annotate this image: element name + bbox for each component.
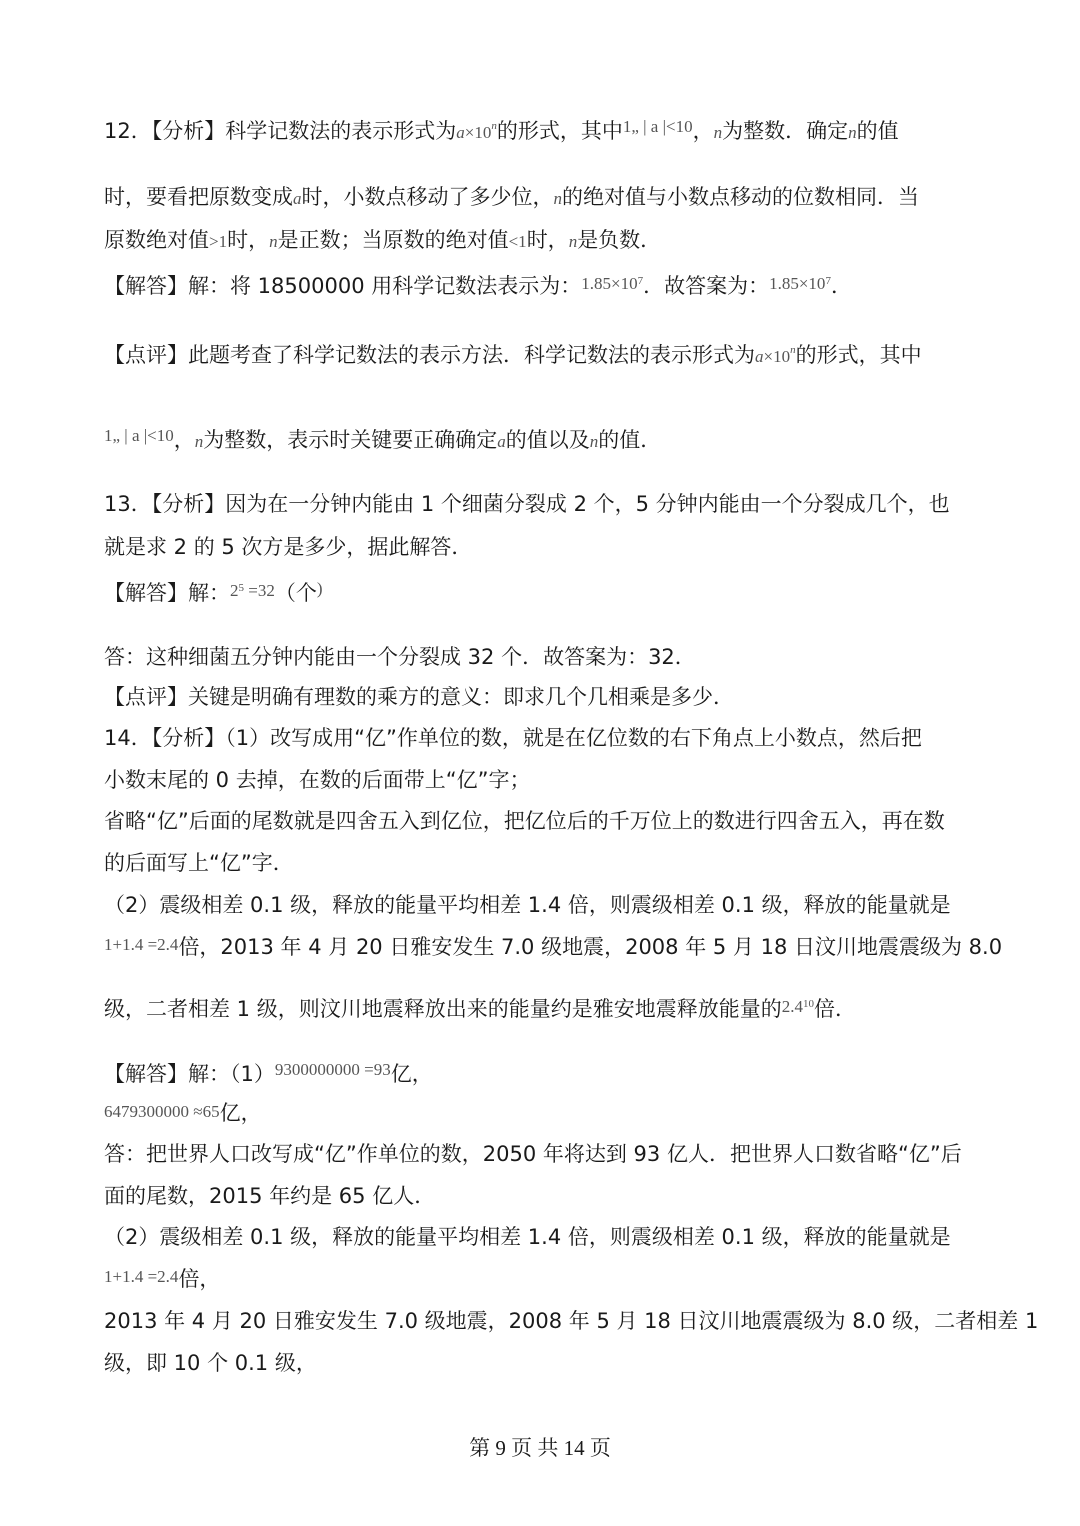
q12-analysis-line-1: 12．【分析】科学记数法的表示形式为$a\times 10^n$的形式，其中$^{1„ | a |<10}$，n为整数．确定n的值 — [104, 117, 899, 143]
page-footer: 第 9 页 共 14 页 — [469, 1436, 611, 1460]
q14-answer-line-2: 面的尾数，2015 年约是 65 亿人． — [104, 1184, 436, 1208]
q12-comment-line-2: $^{1„ | a |<10}$，n为整数，表示时关键要正确确定a的值以及n的值． — [104, 426, 662, 452]
q14-solution-part2-line-4: 级，即 10 个 0.1 级， — [104, 1351, 317, 1375]
q14-solution-part2-line-3: 2013 年 4 月 20 日雅安发生 7.0 级地震，2008 年 5 月 18 日汶川地震震级为 8.0 级，二者相差 1 — [104, 1309, 1039, 1333]
q14-answer-line-1: 答：把世界人口改写成“亿”作单位的数，2050 年将达到 93 亿人．把世界人口数省略“亿”后 — [104, 1142, 962, 1166]
q14-analysis-line-5: （2）震级相差 0.1 级，释放的能量平均相差 1.4 倍，则震级相差 0.1 级，释放的能量就是 — [104, 893, 951, 917]
math-range: 1„ | a |<10 — [622, 117, 693, 136]
math-times-ten: ×10 — [464, 123, 492, 142]
q14-analysis-line-6: 1+1.4 =2.4倍，2013 年 4 月 20 日雅安发生 7.0 级地震，2008 年 5 月 18 日汶川地震震级为 8.0 — [104, 935, 1003, 959]
q12-analysis-line-3: 原数绝对值>1时，n是正数；当原数的绝对值<1时，n是负数． — [104, 228, 662, 252]
q14-analysis-line-7: 级，二者相差 1 级，则汶川地震释放出来的能量约是雅安地震释放能量的$2.4^{10}$倍． — [104, 997, 856, 1021]
q14-solution-part2-line-1: （2）震级相差 0.1 级，释放的能量平均相差 1.4 倍，则震级相差 0.1 级，释放的能量就是 — [104, 1225, 951, 1249]
q13-analysis-line-2: 就是求 2 的 5 次方是多少，据此解答． — [104, 535, 473, 559]
q14-solution-line-1: 【解答】解：$(1)^{9300000000 =93}$亿， — [104, 1060, 433, 1086]
q12-analysis-line-2: 时，要看把原数变成a时，小数点移动了多少位，n的绝对值与小数点移动的位数相同．当 — [104, 185, 919, 209]
q14-solution-line-2: 6479300000 ≈65亿， — [104, 1101, 262, 1125]
q12-solution: 【解答】解：将 18500000 用科学记数法表示为：$1.85\times 10^7$．故答案为：$1.85\times 10^7$． — [104, 274, 852, 298]
q14-analysis-line-1: 14．【分析】（1）改写成用“亿”作单位的数，就是在亿位数的右下角点上小数点，然后把 — [104, 726, 922, 750]
q14-analysis-line-3: 省略“亿”后面的尾数就是四舍五入到亿位，把亿位后的千万位上的数进行四舍五入，再在数 — [104, 809, 945, 833]
q14-analysis-line-2: 小数末尾的 0 去掉，在数的后面带上“亿”字； — [104, 768, 531, 792]
q13-analysis-line-1: 13．【分析】因为在一分钟内能由 1 个细菌分裂成 2 个，5 分钟内能由一个分裂成几个，也 — [104, 492, 950, 516]
q14-analysis-line-4: 的后面写上“亿”字． — [104, 851, 294, 875]
q13-answer: 答：这种细菌五分钟内能由一个分裂成 32 个．故答案为：32． — [104, 645, 696, 669]
math-a: a — [456, 123, 465, 142]
math-exponent: n — [491, 120, 497, 132]
q12-comment-line-1: 【点评】此题考查了科学记数法的表示方法．科学记数法的表示形式为$a\times 10^n$的形式，其中 — [104, 343, 922, 367]
q13-solution: 【解答】解：$2^5 =32$（个) — [104, 579, 323, 605]
q14-solution-part2-line-2: 1+1.4 =2.4倍， — [104, 1267, 221, 1291]
q13-comment: 【点评】关键是明确有理数的乘方的意义：即求几个几相乘是多少． — [104, 685, 734, 709]
